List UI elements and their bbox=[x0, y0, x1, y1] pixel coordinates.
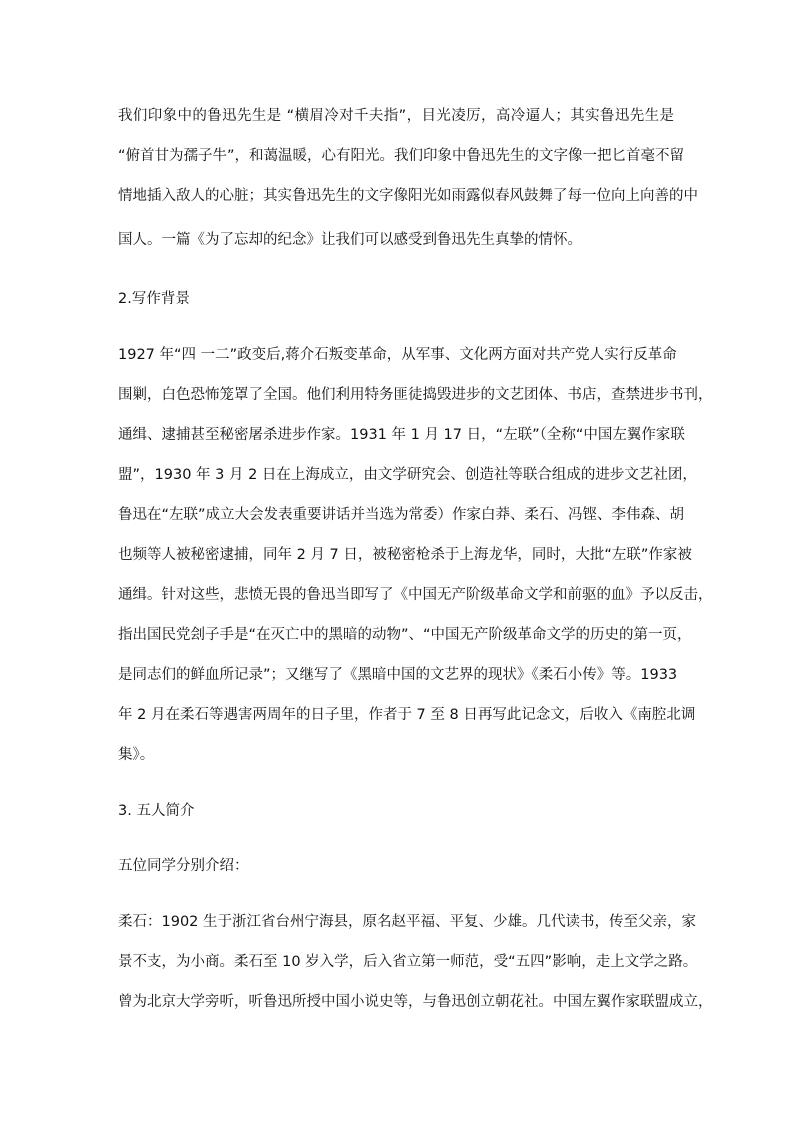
section-heading-writing-background: 2.写作背景 bbox=[118, 291, 190, 307]
subheading-introductions: 五位同学分别介绍： bbox=[118, 858, 249, 874]
section-heading-five-people: 3. 五人简介 bbox=[118, 803, 195, 819]
background-line-8: 指出国民党刽子手是“在灭亡中的黑暗的动物”、“中国无产阶级革命文学的历史的第一页， bbox=[118, 627, 692, 643]
rou-shi-line-2: 景不支，为小商。柔石至 10 岁入学，后入省立第一师范，受“五四”影响，走上文学之路。 bbox=[118, 954, 698, 970]
intro-line-3: 情地插入敌人的心脏；其实鲁迅先生的文字像阳光如雨露似春风鼓舞了每一位向上向善的中 bbox=[118, 188, 698, 204]
background-line-10: 年 2 月在柔石等遇害两周年的日子里，作者于 7 至 8 日再写此记念文，后收入《南腔北调 bbox=[118, 707, 696, 723]
intro-line-1: 我们印象中的鲁迅先生是 “横眉冷对千夫指”，目光凌厉，高冷逼人；其实鲁迅先生是 bbox=[118, 108, 674, 124]
intro-line-2: “俯首甘为孺子牛”，和蔼温暖，心有阳光。我们印象中鲁迅先生的文字像一把匕首毫不留 bbox=[118, 148, 685, 164]
background-line-3: 通缉、逮捕甚至秘密屠杀进步作家。1931 年 1 月 17 日，“左联”（全称“中国左翼作家联 bbox=[118, 427, 685, 443]
background-line-2: 围剿，白色恐怖笼罩了全国。他们利用特务匪徒捣毁进步的文艺团体、书店，查禁进步书刊， bbox=[118, 387, 713, 403]
background-line-6: 也频等人被秘密逮捕，同年 2 月 7 日，被秘密枪杀于上海龙华，同时，大批“左联”作家被 bbox=[118, 547, 692, 563]
background-line-9: 是同志们的鲜血所记录”；又继写了《黑暗中国的文艺界的现状》《柔石小传》等。1933 bbox=[118, 667, 678, 683]
background-line-11: 集》。 bbox=[118, 747, 155, 763]
background-line-1: 1927 年“四 一二”政变后,蒋介石叛变革命，从军事、文化两方面对共产党人实行反革命 bbox=[118, 347, 677, 363]
rou-shi-line-3: 曾为北京大学旁听，听鲁迅所授中国小说史等，与鲁迅创立朝花社。中国左翼作家联盟成立， bbox=[118, 994, 713, 1010]
rou-shi-line-1: 柔石：1902 生于浙江省台州宁海县，原名赵平福、平复、少雄。几代读书，传至父亲，家 bbox=[118, 914, 697, 930]
background-line-5: 鲁迅在“左联”成立大会发表重要讲话并当选为常委）作家白莽、柔石、冯铿、李伟森、胡 bbox=[118, 507, 685, 523]
background-line-4: 盟”，1930 年 3 月 2 日在上海成立，由文学研究会、创造社等联合组成的进步文艺社团， bbox=[118, 467, 697, 483]
background-line-7: 通缉。针对这些，悲愤无畏的鲁迅当即写了《中国无产阶级革命文学和前驱的血》予以反击， bbox=[118, 587, 713, 603]
intro-line-4: 国人。一篇《为了忘却的纪念》让我们可以感受到鲁迅先生真挚的情怀。 bbox=[118, 232, 582, 248]
